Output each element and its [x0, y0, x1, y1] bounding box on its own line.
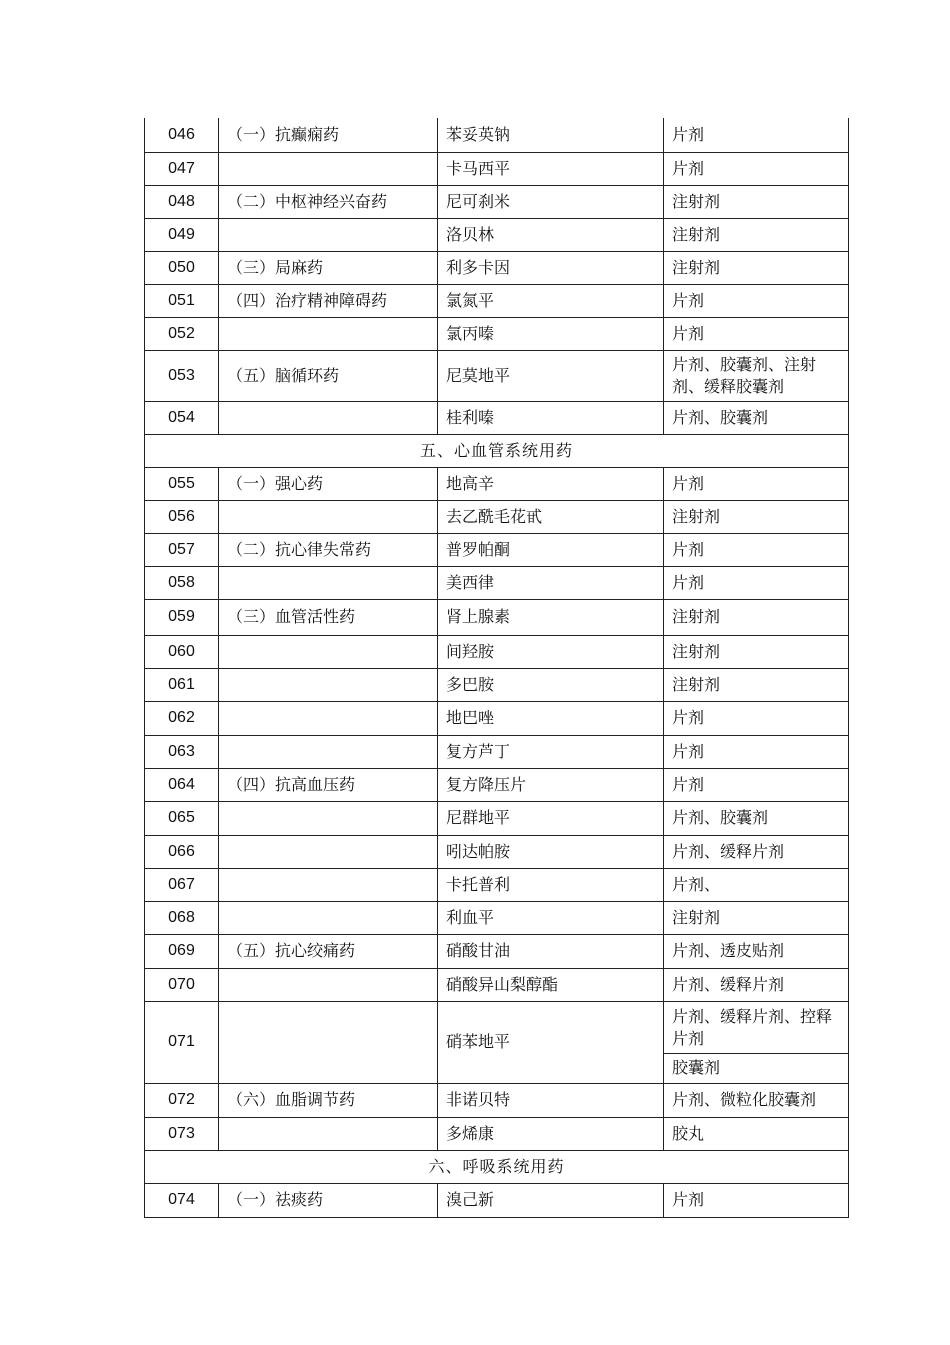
drug-code-cell: 071 [145, 1001, 219, 1083]
table-row [145, 317, 849, 350]
section-header-row [145, 1150, 849, 1183]
table-row [145, 635, 849, 668]
drug-name-cell: 卡马西平 [438, 152, 664, 185]
dosage-form-cell: 片剂 [664, 284, 849, 317]
dosage-form-cell: 片剂、胶囊剂、注射剂、缓释胶囊剂 [664, 350, 849, 401]
drug-name-cell: 苯妥英钠 [438, 118, 664, 152]
drug-name-cell: 利血平 [438, 901, 664, 934]
table-row [145, 735, 849, 768]
drug-code-cell: 051 [145, 284, 219, 317]
drug-code-cell: 049 [145, 218, 219, 251]
drug-category-cell [219, 668, 438, 701]
drug-name-cell: 去乙酰毛花甙 [438, 500, 664, 533]
table-row [145, 1183, 849, 1217]
dosage-form-primary: 片剂、缓释片剂、控释片剂 [664, 1003, 848, 1054]
dosage-form-cell: 片剂、 [664, 868, 849, 901]
dosage-form-cell: 片剂、胶囊剂 [664, 801, 849, 835]
drug-category-cell [219, 901, 438, 934]
drug-category-cell: （二）抗心律失常药 [219, 533, 438, 566]
section-header-row [145, 434, 849, 467]
drug-category-cell: （一）抗癫痫药 [219, 118, 438, 152]
drug-category-cell [219, 801, 438, 835]
table-row [145, 467, 849, 500]
drug-code-cell: 066 [145, 835, 219, 868]
drug-name-cell: 利多卡因 [438, 251, 664, 284]
dosage-form-cell: 注射剂 [664, 668, 849, 701]
drug-code-cell: 059 [145, 599, 219, 635]
drug-category-cell: （一）祛痰药 [219, 1183, 438, 1217]
drug-name-cell: 尼群地平 [438, 801, 664, 835]
drug-category-cell [219, 835, 438, 868]
table-row [145, 185, 849, 218]
drug-category-cell [219, 317, 438, 350]
dosage-form-cell: 片剂、微粒化胶囊剂 [664, 1083, 849, 1117]
drug-code-cell: 052 [145, 317, 219, 350]
dosage-form-cell: 片剂 [664, 152, 849, 185]
drug-code-cell: 062 [145, 701, 219, 735]
drug-code-cell: 050 [145, 251, 219, 284]
section-title: 六、呼吸系统用药 [145, 1150, 849, 1183]
drug-name-cell: 硝苯地平 [438, 1001, 664, 1083]
dosage-form-cell: 片剂 [664, 1183, 849, 1217]
drug-category-cell: （四）治疗精神障碍药 [219, 284, 438, 317]
dosage-form-cell: 片剂 [664, 768, 849, 801]
dosage-form-cell: 注射剂 [664, 185, 849, 218]
table-row [145, 1001, 849, 1083]
dosage-form-cell: 片剂 [664, 533, 849, 566]
table-row [145, 152, 849, 185]
drug-name-cell: 多巴胺 [438, 668, 664, 701]
drug-category-cell [219, 218, 438, 251]
table-row [145, 968, 849, 1001]
dosage-form-cell: 片剂 [664, 566, 849, 599]
drug-category-cell: （四）抗高血压药 [219, 768, 438, 801]
drug-code-cell: 073 [145, 1117, 219, 1150]
drug-name-cell: 普罗帕酮 [438, 533, 664, 566]
drug-category-cell [219, 968, 438, 1001]
drug-code-cell: 064 [145, 768, 219, 801]
drug-name-cell: 地巴唑 [438, 701, 664, 735]
drug-name-cell: 美西律 [438, 566, 664, 599]
table-row [145, 835, 849, 868]
drug-name-cell: 卡托普利 [438, 868, 664, 901]
drug-category-cell [219, 401, 438, 434]
drug-name-cell: 氯丙嗪 [438, 317, 664, 350]
dosage-form-cell: 注射剂 [664, 599, 849, 635]
table-row [145, 284, 849, 317]
table-row [145, 218, 849, 251]
drug-code-cell: 074 [145, 1183, 219, 1217]
table-row [145, 350, 849, 401]
drug-category-cell: （一）强心药 [219, 467, 438, 500]
drug-code-cell: 047 [145, 152, 219, 185]
dosage-form-cell: 片剂、胶囊剂 [664, 401, 849, 434]
dosage-form-cell: 注射剂 [664, 218, 849, 251]
drug-category-cell [219, 566, 438, 599]
dosage-form-cell: 胶丸 [664, 1117, 849, 1150]
table-row [145, 801, 849, 835]
drug-name-cell: 桂利嗪 [438, 401, 664, 434]
drug-category-cell: （三）局麻药 [219, 251, 438, 284]
dosage-form-cell: 片剂 [664, 735, 849, 768]
drug-code-cell: 056 [145, 500, 219, 533]
drug-category-cell: （五）脑循环药 [219, 350, 438, 401]
drug-code-cell: 065 [145, 801, 219, 835]
table-body [145, 118, 849, 1217]
drug-name-cell: 地高辛 [438, 467, 664, 500]
drug-name-cell: 多烯康 [438, 1117, 664, 1150]
drug-name-cell: 氯氮平 [438, 284, 664, 317]
drug-category-cell [219, 1001, 438, 1083]
drug-name-cell: 洛贝林 [438, 218, 664, 251]
dosage-form-cell: 片剂、缓释片剂 [664, 835, 849, 868]
dosage-form-cell: 片剂、透皮贴剂 [664, 934, 849, 968]
table-row [145, 868, 849, 901]
dosage-form-cell: 注射剂 [664, 251, 849, 284]
drug-name-cell: 间羟胺 [438, 635, 664, 668]
drug-category-cell: （六）血脂调节药 [219, 1083, 438, 1117]
drug-category-cell [219, 1117, 438, 1150]
drug-name-cell: 硝酸异山梨醇酯 [438, 968, 664, 1001]
table-row [145, 934, 849, 968]
table-row [145, 768, 849, 801]
drug-category-cell: （五）抗心绞痛药 [219, 934, 438, 968]
drug-category-cell: （二）中枢神经兴奋药 [219, 185, 438, 218]
dosage-form-cell: 片剂 [664, 701, 849, 735]
table-row [145, 599, 849, 635]
section-title: 五、心血管系统用药 [145, 434, 849, 467]
drug-name-cell: 尼莫地平 [438, 350, 664, 401]
table-row [145, 668, 849, 701]
drug-name-cell: 肾上腺素 [438, 599, 664, 635]
drug-code-cell: 070 [145, 968, 219, 1001]
dosage-form-cell: 注射剂 [664, 635, 849, 668]
drug-category-cell [219, 500, 438, 533]
drug-code-cell: 053 [145, 350, 219, 401]
drug-name-cell: 溴己新 [438, 1183, 664, 1217]
table-row [145, 533, 849, 566]
drug-code-cell: 067 [145, 868, 219, 901]
drug-name-cell: 复方降压片 [438, 768, 664, 801]
drug-code-cell: 058 [145, 566, 219, 599]
drug-name-cell: 尼可刹米 [438, 185, 664, 218]
drug-code-cell: 068 [145, 901, 219, 934]
table-row [145, 118, 849, 152]
dosage-form-cell: 片剂 [664, 317, 849, 350]
table-row [145, 401, 849, 434]
drug-category-cell [219, 152, 438, 185]
drug-code-cell: 048 [145, 185, 219, 218]
table-row [145, 566, 849, 599]
drug-code-cell: 046 [145, 118, 219, 152]
drug-category-cell [219, 635, 438, 668]
drug-code-cell: 060 [145, 635, 219, 668]
dosage-form-cell [664, 1001, 849, 1083]
drug-category-cell [219, 868, 438, 901]
drug-category-cell: （三）血管活性药 [219, 599, 438, 635]
dosage-form-cell: 片剂、缓释片剂 [664, 968, 849, 1001]
dosage-form-secondary: 胶囊剂 [672, 1057, 721, 1077]
drug-code-cell: 061 [145, 668, 219, 701]
drug-category-cell [219, 701, 438, 735]
table-row [145, 1117, 849, 1150]
table-row [145, 901, 849, 934]
dosage-form-cell: 注射剂 [664, 901, 849, 934]
essential-drug-table [144, 118, 849, 1218]
drug-code-cell: 057 [145, 533, 219, 566]
dosage-form-cell: 片剂 [664, 467, 849, 500]
drug-code-cell: 054 [145, 401, 219, 434]
drug-name-cell: 非诺贝特 [438, 1083, 664, 1117]
table-row [145, 1083, 849, 1117]
table-row [145, 500, 849, 533]
drug-code-cell: 063 [145, 735, 219, 768]
table-row [145, 701, 849, 735]
drug-name-cell: 复方芦丁 [438, 735, 664, 768]
drug-code-cell: 055 [145, 467, 219, 500]
dosage-form-cell: 注射剂 [664, 500, 849, 533]
drug-name-cell: 吲达帕胺 [438, 835, 664, 868]
drug-category-cell [219, 735, 438, 768]
drug-name-cell: 硝酸甘油 [438, 934, 664, 968]
dosage-form-cell: 片剂 [664, 118, 849, 152]
table-row [145, 251, 849, 284]
drug-code-cell: 069 [145, 934, 219, 968]
drug-code-cell: 072 [145, 1083, 219, 1117]
